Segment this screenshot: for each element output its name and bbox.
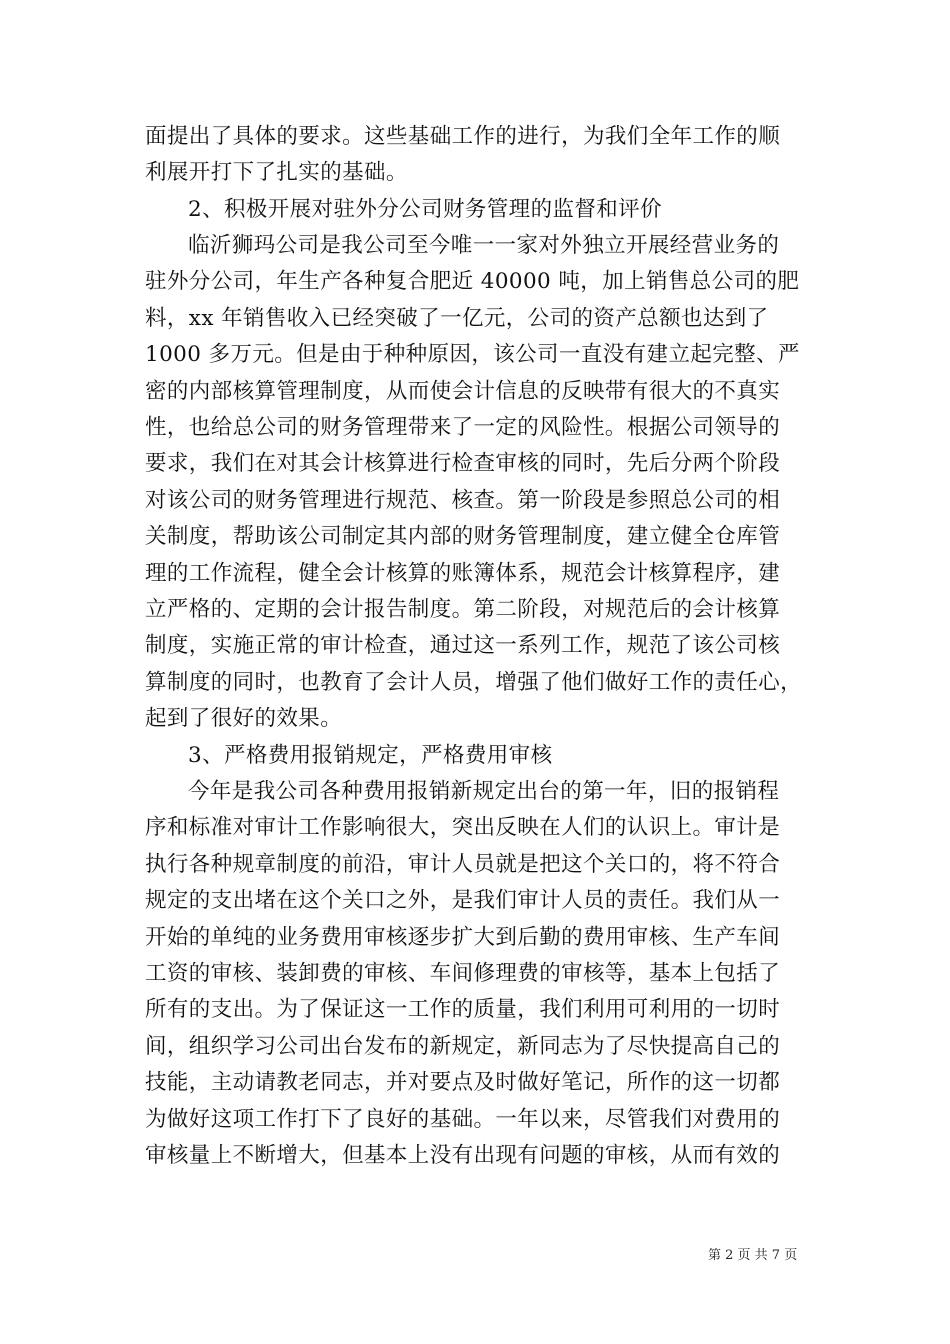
paragraph-start-line: 临沂狮玛公司是我公司至今唯一一家对外独立开展经营业务的 — [188, 233, 780, 258]
text-line: 技能，主动请教老同志，并对要点及时做好笔记，所作的这一切都 — [145, 1070, 781, 1095]
paragraph-start-line: 今年是我公司各种费用报销新规定出台的第一年，旧的报销程 — [188, 779, 780, 804]
section-heading: 3、严格费用报销规定，严格费用审核 — [188, 743, 553, 768]
text-line: 审核量上不断增大，但基本上没有出现有问题的审核，从而有效的 — [145, 1143, 781, 1168]
text-line: 立严格的、定期的会计报告制度。第二阶段，对规范后的会计核算 — [145, 597, 781, 622]
text-line: 料，xx 年销售收入已经突破了一亿元，公司的资产总额也达到了 — [145, 306, 769, 331]
text-line: 面提出了具体的要求。这些基础工作的进行，为我们全年工作的顺 — [145, 124, 781, 149]
text-line: 为做好这项工作打下了良好的基础。一年以来，尽管我们对费用的 — [145, 1107, 781, 1132]
text-line: 驻外分公司，年生产各种复合肥近 40000 吨，加上销售总公司的肥 — [145, 269, 800, 294]
text-line: 性，也给总公司的财务管理带来了一定的风险性。根据公司领导的 — [145, 415, 781, 440]
text-line: 开始的单纯的业务费用审核逐步扩大到后勤的费用审核、生产车间 — [145, 925, 781, 950]
text-line: 要求，我们在对其会计核算进行检查审核的同时，先后分两个阶段 — [145, 451, 781, 476]
text-line: 序和标准对审计工作影响很大，突出反映在人们的认识上。审计是 — [145, 815, 781, 840]
text-line: 利展开打下了扎实的基础。 — [145, 160, 408, 185]
text-line: 规定的支出堵在这个关口之外，是我们审计人员的责任。我们从一 — [145, 888, 781, 913]
text-line: 工资的审核、装卸费的审核、车间修理费的审核等，基本上包括了 — [145, 961, 781, 986]
text-line: 算制度的同时，也教育了会计人员，增强了他们做好工作的责任心， — [145, 670, 803, 695]
text-line: 所有的支出。为了保证这一工作的质量，我们利用可利用的一切时 — [145, 997, 781, 1022]
text-line: 间，组织学习公司出台发布的新规定，新同志为了尽快提高自己的 — [145, 1034, 781, 1059]
text-line: 对该公司的财务管理进行规范、核查。第一阶段是参照总公司的相 — [145, 488, 781, 513]
text-line: 1000 多万元。但是由于种种原因，该公司一直没有建立起完整、严 — [145, 342, 800, 367]
text-line: 起到了很好的效果。 — [145, 706, 343, 731]
text-line: 理的工作流程，健全会计核算的账簿体系，规范会计核算程序，建 — [145, 561, 781, 586]
text-line: 制度，实施正常的审计检查，通过这一系列工作，规范了该公司核 — [145, 633, 781, 658]
section-heading: 2、积极开展对驻外分公司财务管理的监督和评价 — [188, 197, 662, 222]
text-line: 执行各种规章制度的前沿，审计人员就是把这个关口的，将不符合 — [145, 852, 781, 877]
page-number: 第 2 页 共 7 页 — [708, 1248, 798, 1263]
text-line: 关制度，帮助该公司制定其内部的财务管理制度，建立健全仓库管 — [145, 524, 781, 549]
text-line: 密的内部核算管理制度，从而使会计信息的反映带有很大的不真实 — [145, 379, 781, 404]
